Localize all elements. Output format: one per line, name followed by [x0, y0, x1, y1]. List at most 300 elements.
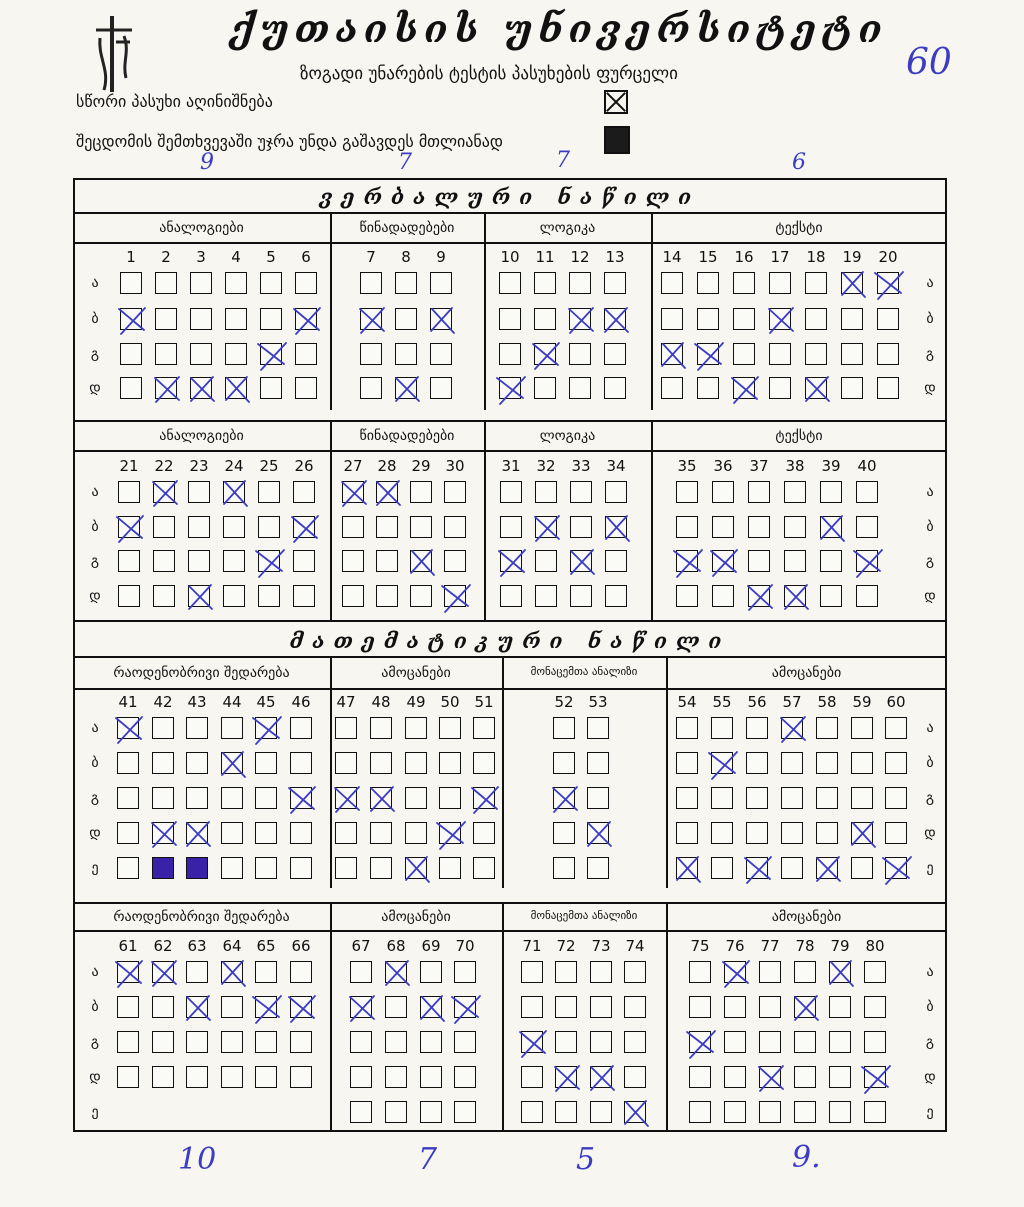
- answer-box-58-ბ[interactable]: [816, 752, 838, 774]
- answer-box-marked[interactable]: [841, 272, 863, 294]
- answer-box-48-დ[interactable]: [370, 822, 392, 844]
- answer-box-34-დ[interactable]: [605, 585, 627, 607]
- answer-box-55-ა[interactable]: [711, 717, 733, 739]
- answer-box-19-გ[interactable]: [841, 343, 863, 365]
- answer-box-51-ა[interactable]: [473, 717, 495, 739]
- answer-box-30-გ[interactable]: [444, 550, 466, 572]
- answer-box-marked[interactable]: [759, 1066, 781, 1088]
- answer-box-63-ა[interactable]: [186, 961, 208, 983]
- answer-box-12-გ[interactable]: [569, 343, 591, 365]
- answer-box-29-დ[interactable]: [410, 585, 432, 607]
- answer-box-34-გ[interactable]: [605, 550, 627, 572]
- answer-box-13-ა[interactable]: [604, 272, 626, 294]
- answer-box-47-დ[interactable]: [335, 822, 357, 844]
- answer-box-77-ა[interactable]: [759, 961, 781, 983]
- answer-box-marked[interactable]: [587, 822, 609, 844]
- answer-box-7-დ[interactable]: [360, 377, 382, 399]
- answer-box-54-ბ[interactable]: [676, 752, 698, 774]
- answer-box-59-გ[interactable]: [851, 787, 873, 809]
- answer-box-marked[interactable]: [439, 822, 461, 844]
- answer-box-marked[interactable]: [152, 961, 174, 983]
- answer-box-marked[interactable]: [221, 961, 243, 983]
- answer-box-26-გ[interactable]: [293, 550, 315, 572]
- answer-box-marked[interactable]: [410, 550, 432, 572]
- answer-box-63-დ[interactable]: [186, 1066, 208, 1088]
- answer-box-17-დ[interactable]: [769, 377, 791, 399]
- answer-box-41-დ[interactable]: [117, 822, 139, 844]
- answer-box-47-ა[interactable]: [335, 717, 357, 739]
- answer-box-21-გ[interactable]: [118, 550, 140, 572]
- answer-box-29-ბ[interactable]: [410, 516, 432, 538]
- answer-box-56-ბ[interactable]: [746, 752, 768, 774]
- answer-box-46-ბ[interactable]: [290, 752, 312, 774]
- answer-box-79-გ[interactable]: [829, 1031, 851, 1053]
- answer-box-27-ბ[interactable]: [342, 516, 364, 538]
- answer-box-68-გ[interactable]: [385, 1031, 407, 1053]
- answer-box-38-ბ[interactable]: [784, 516, 806, 538]
- answer-box-marked[interactable]: [360, 308, 382, 330]
- answer-box-2-ა[interactable]: [155, 272, 177, 294]
- answer-box-79-ბ[interactable]: [829, 996, 851, 1018]
- answer-box-10-გ[interactable]: [499, 343, 521, 365]
- answer-box-40-ა[interactable]: [856, 481, 878, 503]
- answer-box-68-ე[interactable]: [385, 1101, 407, 1123]
- answer-box-57-გ[interactable]: [781, 787, 803, 809]
- answer-box-76-გ[interactable]: [724, 1031, 746, 1053]
- answer-box-marked[interactable]: [370, 787, 392, 809]
- answer-box-23-ა[interactable]: [188, 481, 210, 503]
- answer-box-43-ა[interactable]: [186, 717, 208, 739]
- answer-box-60-ა[interactable]: [885, 717, 907, 739]
- answer-box-15-ა[interactable]: [697, 272, 719, 294]
- answer-box-69-დ[interactable]: [420, 1066, 442, 1088]
- answer-box-24-ბ[interactable]: [223, 516, 245, 538]
- answer-box-70-გ[interactable]: [454, 1031, 476, 1053]
- answer-box-12-დ[interactable]: [569, 377, 591, 399]
- answer-box-72-ა[interactable]: [555, 961, 577, 983]
- answer-box-8-გ[interactable]: [395, 343, 417, 365]
- answer-box-marked[interactable]: [290, 996, 312, 1018]
- answer-box-marked[interactable]: [624, 1101, 646, 1123]
- answer-box-45-ბ[interactable]: [255, 752, 277, 774]
- answer-box-5-ა[interactable]: [260, 272, 282, 294]
- answer-box-66-დ[interactable]: [290, 1066, 312, 1088]
- answer-box-78-დ[interactable]: [794, 1066, 816, 1088]
- answer-box-37-ბ[interactable]: [748, 516, 770, 538]
- answer-box-32-გ[interactable]: [535, 550, 557, 572]
- answer-box-marked[interactable]: [260, 343, 282, 365]
- answer-box-56-დ[interactable]: [746, 822, 768, 844]
- answer-box-18-გ[interactable]: [805, 343, 827, 365]
- answer-box-58-დ[interactable]: [816, 822, 838, 844]
- answer-box-80-ე[interactable]: [864, 1101, 886, 1123]
- answer-box-25-ბ[interactable]: [258, 516, 280, 538]
- answer-box-71-ა[interactable]: [521, 961, 543, 983]
- answer-box-marked[interactable]: [816, 857, 838, 879]
- answer-box-9-გ[interactable]: [430, 343, 452, 365]
- answer-box-36-ა[interactable]: [712, 481, 734, 503]
- answer-box-25-ა[interactable]: [258, 481, 280, 503]
- answer-box-marked[interactable]: [350, 996, 372, 1018]
- answer-box-marked[interactable]: [555, 1066, 577, 1088]
- answer-box-marked[interactable]: [829, 961, 851, 983]
- answer-box-31-ა[interactable]: [500, 481, 522, 503]
- answer-box-38-გ[interactable]: [784, 550, 806, 572]
- answer-box-74-ბ[interactable]: [624, 996, 646, 1018]
- answer-box-24-დ[interactable]: [223, 585, 245, 607]
- answer-box-50-ე[interactable]: [439, 857, 461, 879]
- answer-box-marked[interactable]: [724, 961, 746, 983]
- answer-box-24-გ[interactable]: [223, 550, 245, 572]
- answer-box-68-დ[interactable]: [385, 1066, 407, 1088]
- answer-box-marked[interactable]: [769, 308, 791, 330]
- answer-box-1-დ[interactable]: [120, 377, 142, 399]
- answer-box-51-ე[interactable]: [473, 857, 495, 879]
- answer-box-58-ა[interactable]: [816, 717, 838, 739]
- answer-box-80-გ[interactable]: [864, 1031, 886, 1053]
- answer-box-53-ე[interactable]: [587, 857, 609, 879]
- error-filled-box[interactable]: [152, 857, 174, 879]
- answer-box-52-ე[interactable]: [553, 857, 575, 879]
- answer-box-34-ა[interactable]: [605, 481, 627, 503]
- answer-box-70-ა[interactable]: [454, 961, 476, 983]
- answer-box-65-დ[interactable]: [255, 1066, 277, 1088]
- answer-box-54-ა[interactable]: [676, 717, 698, 739]
- answer-box-69-ე[interactable]: [420, 1101, 442, 1123]
- answer-box-67-ე[interactable]: [350, 1101, 372, 1123]
- answer-box-27-დ[interactable]: [342, 585, 364, 607]
- answer-box-5-დ[interactable]: [260, 377, 282, 399]
- answer-box-marked[interactable]: [500, 550, 522, 572]
- answer-box-53-ბ[interactable]: [587, 752, 609, 774]
- answer-box-70-ე[interactable]: [454, 1101, 476, 1123]
- answer-box-marked[interactable]: [605, 516, 627, 538]
- answer-box-30-ა[interactable]: [444, 481, 466, 503]
- answer-box-marked[interactable]: [405, 857, 427, 879]
- answer-box-33-დ[interactable]: [570, 585, 592, 607]
- answer-box-20-გ[interactable]: [877, 343, 899, 365]
- answer-box-79-დ[interactable]: [829, 1066, 851, 1088]
- answer-box-30-ბ[interactable]: [444, 516, 466, 538]
- answer-box-52-ბ[interactable]: [553, 752, 575, 774]
- answer-box-marked[interactable]: [570, 550, 592, 572]
- answer-box-9-ა[interactable]: [430, 272, 452, 294]
- answer-box-50-ბ[interactable]: [439, 752, 461, 774]
- answer-box-11-ა[interactable]: [534, 272, 556, 294]
- answer-box-4-ა[interactable]: [225, 272, 247, 294]
- answer-box-78-გ[interactable]: [794, 1031, 816, 1053]
- answer-box-57-ე[interactable]: [781, 857, 803, 879]
- answer-box-78-ე[interactable]: [794, 1101, 816, 1123]
- answer-box-71-დ[interactable]: [521, 1066, 543, 1088]
- answer-box-marked[interactable]: [335, 787, 357, 809]
- answer-box-marked[interactable]: [117, 717, 139, 739]
- answer-box-64-გ[interactable]: [221, 1031, 243, 1053]
- answer-box-66-გ[interactable]: [290, 1031, 312, 1053]
- answer-box-10-ბ[interactable]: [499, 308, 521, 330]
- answer-box-3-ა[interactable]: [190, 272, 212, 294]
- answer-box-27-გ[interactable]: [342, 550, 364, 572]
- answer-box-37-ა[interactable]: [748, 481, 770, 503]
- answer-box-78-ა[interactable]: [794, 961, 816, 983]
- answer-box-13-დ[interactable]: [604, 377, 626, 399]
- answer-box-57-დ[interactable]: [781, 822, 803, 844]
- answer-box-25-დ[interactable]: [258, 585, 280, 607]
- answer-box-marked[interactable]: [781, 717, 803, 739]
- answer-box-37-გ[interactable]: [748, 550, 770, 572]
- answer-box-72-გ[interactable]: [555, 1031, 577, 1053]
- answer-box-69-ა[interactable]: [420, 961, 442, 983]
- answer-box-marked[interactable]: [856, 550, 878, 572]
- answer-box-marked[interactable]: [784, 585, 806, 607]
- answer-box-40-დ[interactable]: [856, 585, 878, 607]
- answer-box-marked[interactable]: [689, 1031, 711, 1053]
- answer-box-69-გ[interactable]: [420, 1031, 442, 1053]
- answer-box-marked[interactable]: [748, 585, 770, 607]
- answer-box-29-ა[interactable]: [410, 481, 432, 503]
- answer-box-marked[interactable]: [590, 1066, 612, 1088]
- answer-box-6-გ[interactable]: [295, 343, 317, 365]
- answer-box-51-დ[interactable]: [473, 822, 495, 844]
- answer-box-marked[interactable]: [188, 585, 210, 607]
- answer-box-50-ა[interactable]: [439, 717, 461, 739]
- answer-box-4-ბ[interactable]: [225, 308, 247, 330]
- answer-box-51-ბ[interactable]: [473, 752, 495, 774]
- answer-box-marked[interactable]: [733, 377, 755, 399]
- answer-box-7-გ[interactable]: [360, 343, 382, 365]
- answer-box-64-ბ[interactable]: [221, 996, 243, 1018]
- answer-box-74-გ[interactable]: [624, 1031, 646, 1053]
- answer-box-marked[interactable]: [186, 822, 208, 844]
- answer-box-6-დ[interactable]: [295, 377, 317, 399]
- answer-box-28-გ[interactable]: [376, 550, 398, 572]
- answer-box-77-ბ[interactable]: [759, 996, 781, 1018]
- answer-box-marked[interactable]: [258, 550, 280, 572]
- answer-box-43-ბ[interactable]: [186, 752, 208, 774]
- answer-box-47-ბ[interactable]: [335, 752, 357, 774]
- answer-box-marked[interactable]: [569, 308, 591, 330]
- answer-box-marked[interactable]: [293, 516, 315, 538]
- answer-box-60-დ[interactable]: [885, 822, 907, 844]
- answer-box-73-ა[interactable]: [590, 961, 612, 983]
- answer-box-28-ბ[interactable]: [376, 516, 398, 538]
- answer-box-42-გ[interactable]: [152, 787, 174, 809]
- answer-box-12-ა[interactable]: [569, 272, 591, 294]
- answer-box-1-ა[interactable]: [120, 272, 142, 294]
- answer-box-61-გ[interactable]: [117, 1031, 139, 1053]
- answer-box-marked[interactable]: [255, 996, 277, 1018]
- answer-box-46-ა[interactable]: [290, 717, 312, 739]
- answer-box-2-ბ[interactable]: [155, 308, 177, 330]
- answer-box-11-ბ[interactable]: [534, 308, 556, 330]
- answer-box-60-ბ[interactable]: [885, 752, 907, 774]
- answer-box-44-ე[interactable]: [221, 857, 243, 879]
- answer-box-31-ბ[interactable]: [500, 516, 522, 538]
- answer-box-77-გ[interactable]: [759, 1031, 781, 1053]
- answer-box-48-ბ[interactable]: [370, 752, 392, 774]
- answer-box-6-ა[interactable]: [295, 272, 317, 294]
- answer-box-33-ბ[interactable]: [570, 516, 592, 538]
- answer-box-23-ბ[interactable]: [188, 516, 210, 538]
- answer-box-marked[interactable]: [746, 857, 768, 879]
- answer-box-marked[interactable]: [223, 481, 245, 503]
- answer-box-26-დ[interactable]: [293, 585, 315, 607]
- answer-box-41-გ[interactable]: [117, 787, 139, 809]
- answer-box-62-გ[interactable]: [152, 1031, 174, 1053]
- answer-box-20-დ[interactable]: [877, 377, 899, 399]
- answer-box-76-დ[interactable]: [724, 1066, 746, 1088]
- answer-box-26-ა[interactable]: [293, 481, 315, 503]
- answer-box-marked[interactable]: [385, 961, 407, 983]
- answer-box-8-ა[interactable]: [395, 272, 417, 294]
- answer-box-67-ა[interactable]: [350, 961, 372, 983]
- answer-box-50-გ[interactable]: [439, 787, 461, 809]
- answer-box-marked[interactable]: [499, 377, 521, 399]
- answer-box-58-გ[interactable]: [816, 787, 838, 809]
- answer-box-52-დ[interactable]: [553, 822, 575, 844]
- answer-box-marked[interactable]: [255, 717, 277, 739]
- answer-box-74-დ[interactable]: [624, 1066, 646, 1088]
- answer-box-2-გ[interactable]: [155, 343, 177, 365]
- error-filled-box[interactable]: [186, 857, 208, 879]
- answer-box-14-ა[interactable]: [661, 272, 683, 294]
- answer-box-18-ა[interactable]: [805, 272, 827, 294]
- answer-box-53-ა[interactable]: [587, 717, 609, 739]
- answer-box-16-ა[interactable]: [733, 272, 755, 294]
- answer-box-19-ბ[interactable]: [841, 308, 863, 330]
- answer-box-marked[interactable]: [712, 550, 734, 572]
- answer-box-55-ე[interactable]: [711, 857, 733, 879]
- answer-box-marked[interactable]: [877, 272, 899, 294]
- answer-box-9-დ[interactable]: [430, 377, 452, 399]
- answer-box-19-დ[interactable]: [841, 377, 863, 399]
- answer-box-10-ა[interactable]: [499, 272, 521, 294]
- answer-box-36-ბ[interactable]: [712, 516, 734, 538]
- answer-box-21-დ[interactable]: [118, 585, 140, 607]
- answer-box-21-ა[interactable]: [118, 481, 140, 503]
- answer-box-65-გ[interactable]: [255, 1031, 277, 1053]
- answer-box-62-ბ[interactable]: [152, 996, 174, 1018]
- answer-box-75-ე[interactable]: [689, 1101, 711, 1123]
- answer-box-76-ბ[interactable]: [724, 996, 746, 1018]
- answer-box-16-გ[interactable]: [733, 343, 755, 365]
- answer-box-55-გ[interactable]: [711, 787, 733, 809]
- answer-box-35-ა[interactable]: [676, 481, 698, 503]
- answer-box-80-ბ[interactable]: [864, 996, 886, 1018]
- answer-box-35-ბ[interactable]: [676, 516, 698, 538]
- answer-box-marked[interactable]: [534, 343, 556, 365]
- answer-box-15-ბ[interactable]: [697, 308, 719, 330]
- answer-box-56-გ[interactable]: [746, 787, 768, 809]
- answer-box-65-ა[interactable]: [255, 961, 277, 983]
- answer-box-marked[interactable]: [155, 377, 177, 399]
- answer-box-1-გ[interactable]: [120, 343, 142, 365]
- answer-box-marked[interactable]: [473, 787, 495, 809]
- answer-box-marked[interactable]: [430, 308, 452, 330]
- answer-box-41-ბ[interactable]: [117, 752, 139, 774]
- answer-box-49-ბ[interactable]: [405, 752, 427, 774]
- answer-box-35-დ[interactable]: [676, 585, 698, 607]
- answer-box-marked[interactable]: [186, 996, 208, 1018]
- answer-box-38-ა[interactable]: [784, 481, 806, 503]
- answer-box-31-დ[interactable]: [500, 585, 522, 607]
- answer-box-marked[interactable]: [376, 481, 398, 503]
- answer-box-48-ე[interactable]: [370, 857, 392, 879]
- answer-box-57-ბ[interactable]: [781, 752, 803, 774]
- answer-box-marked[interactable]: [805, 377, 827, 399]
- answer-box-62-დ[interactable]: [152, 1066, 174, 1088]
- answer-box-43-გ[interactable]: [186, 787, 208, 809]
- answer-box-marked[interactable]: [885, 857, 907, 879]
- answer-box-marked[interactable]: [851, 822, 873, 844]
- answer-box-44-დ[interactable]: [221, 822, 243, 844]
- answer-box-22-დ[interactable]: [153, 585, 175, 607]
- answer-box-marked[interactable]: [535, 516, 557, 538]
- answer-box-marked[interactable]: [153, 481, 175, 503]
- answer-box-64-დ[interactable]: [221, 1066, 243, 1088]
- answer-box-75-დ[interactable]: [689, 1066, 711, 1088]
- answer-box-marked[interactable]: [661, 343, 683, 365]
- answer-box-56-ა[interactable]: [746, 717, 768, 739]
- answer-box-54-დ[interactable]: [676, 822, 698, 844]
- answer-box-marked[interactable]: [221, 752, 243, 774]
- answer-box-75-ა[interactable]: [689, 961, 711, 983]
- answer-box-46-ე[interactable]: [290, 857, 312, 879]
- answer-box-marked[interactable]: [342, 481, 364, 503]
- answer-box-7-ა[interactable]: [360, 272, 382, 294]
- answer-box-74-ა[interactable]: [624, 961, 646, 983]
- answer-box-73-ბ[interactable]: [590, 996, 612, 1018]
- answer-box-40-ბ[interactable]: [856, 516, 878, 538]
- answer-box-marked[interactable]: [420, 996, 442, 1018]
- answer-box-14-ბ[interactable]: [661, 308, 683, 330]
- answer-box-marked[interactable]: [225, 377, 247, 399]
- answer-box-71-ბ[interactable]: [521, 996, 543, 1018]
- answer-box-marked[interactable]: [120, 308, 142, 330]
- answer-box-3-გ[interactable]: [190, 343, 212, 365]
- answer-box-13-გ[interactable]: [604, 343, 626, 365]
- answer-box-68-ბ[interactable]: [385, 996, 407, 1018]
- answer-box-53-გ[interactable]: [587, 787, 609, 809]
- answer-box-72-ე[interactable]: [555, 1101, 577, 1123]
- answer-box-marked[interactable]: [676, 550, 698, 572]
- answer-box-32-დ[interactable]: [535, 585, 557, 607]
- answer-box-67-გ[interactable]: [350, 1031, 372, 1053]
- answer-box-3-ბ[interactable]: [190, 308, 212, 330]
- answer-box-75-ბ[interactable]: [689, 996, 711, 1018]
- answer-box-11-დ[interactable]: [534, 377, 556, 399]
- answer-box-39-ა[interactable]: [820, 481, 842, 503]
- answer-box-33-ა[interactable]: [570, 481, 592, 503]
- answer-box-marked[interactable]: [290, 787, 312, 809]
- answer-box-80-ა[interactable]: [864, 961, 886, 983]
- answer-box-8-ბ[interactable]: [395, 308, 417, 330]
- answer-box-18-ბ[interactable]: [805, 308, 827, 330]
- answer-box-79-ე[interactable]: [829, 1101, 851, 1123]
- answer-box-49-დ[interactable]: [405, 822, 427, 844]
- answer-box-17-გ[interactable]: [769, 343, 791, 365]
- answer-box-59-ე[interactable]: [851, 857, 873, 879]
- answer-box-77-ე[interactable]: [759, 1101, 781, 1123]
- answer-box-42-ა[interactable]: [152, 717, 174, 739]
- answer-box-63-გ[interactable]: [186, 1031, 208, 1053]
- answer-box-44-ა[interactable]: [221, 717, 243, 739]
- answer-box-marked[interactable]: [444, 585, 466, 607]
- answer-box-49-ა[interactable]: [405, 717, 427, 739]
- answer-box-73-ე[interactable]: [590, 1101, 612, 1123]
- answer-box-28-დ[interactable]: [376, 585, 398, 607]
- answer-box-52-ა[interactable]: [553, 717, 575, 739]
